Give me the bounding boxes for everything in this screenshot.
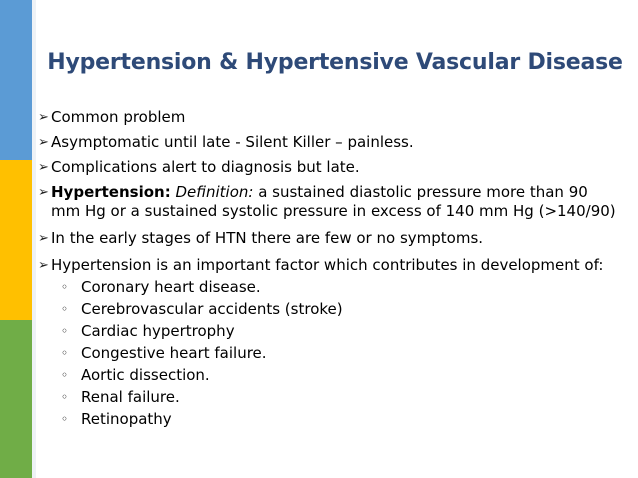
arrow-bullet-icon: ➢ xyxy=(38,231,49,246)
definition-label: Definition: xyxy=(175,183,254,201)
condition-item xyxy=(51,320,620,342)
circle-bullet-icon: ◦ xyxy=(61,302,69,316)
accent-band-yellow xyxy=(0,160,32,320)
circle-bullet-icon: ◦ xyxy=(61,324,69,338)
bullet-list xyxy=(38,108,620,438)
conditions-list xyxy=(51,276,620,430)
arrow-bullet-icon: ➢ xyxy=(38,160,49,175)
arrow-bullet-icon: ➢ xyxy=(38,185,49,200)
bullet-text: In the early stages of HTN there are few or no symptoms. xyxy=(51,229,484,247)
bullet-text: Common problem xyxy=(51,108,186,126)
condition-text: Cerebrovascular accidents (stroke) xyxy=(81,300,343,318)
circle-bullet-icon: ◦ xyxy=(61,346,69,360)
condition-item xyxy=(51,276,620,298)
definition-text: a sustained diastolic pressure more than 90 mm Hg or a sustained systolic pressure in excess of 140 mm Hg (>140/90) xyxy=(51,183,616,220)
bullet-item xyxy=(38,256,620,430)
arrow-bullet-icon: ➢ xyxy=(38,258,49,273)
condition-item xyxy=(51,408,620,430)
circle-bullet-icon: ◦ xyxy=(61,390,69,404)
bullet-text: Complications alert to diagnosis but late. xyxy=(51,158,360,176)
condition-text: Coronary heart disease. xyxy=(81,278,261,296)
arrow-bullet-icon: ➢ xyxy=(38,110,49,125)
bullet-item xyxy=(38,229,620,248)
condition-text: Retinopathy xyxy=(81,410,172,428)
slide-title: Hypertension & Hypertensive Vascular Disease xyxy=(47,50,623,75)
arrow-bullet-icon: ➢ xyxy=(38,135,49,150)
definition-item xyxy=(38,183,620,221)
definition-term: Hypertension: xyxy=(51,183,171,201)
bullet-item xyxy=(38,158,620,177)
bullet-item xyxy=(38,108,620,127)
circle-bullet-icon: ◦ xyxy=(61,280,69,294)
circle-bullet-icon: ◦ xyxy=(61,412,69,426)
condition-text: Congestive heart failure. xyxy=(81,344,267,362)
bullet-item xyxy=(38,133,620,152)
circle-bullet-icon: ◦ xyxy=(61,368,69,382)
condition-item xyxy=(51,342,620,364)
condition-item xyxy=(51,386,620,408)
condition-item xyxy=(51,364,620,386)
condition-text: Cardiac hypertrophy xyxy=(81,322,235,340)
bullet-text: Asymptomatic until late - Silent Killer – painless. xyxy=(51,133,414,151)
condition-text: Aortic dissection. xyxy=(81,366,210,384)
condition-text: Renal failure. xyxy=(81,388,180,406)
accent-band-green xyxy=(0,320,32,478)
condition-item xyxy=(51,298,620,320)
accent-band-blue xyxy=(0,0,32,160)
bullet-text: Hypertension is an important factor which contributes in development of: xyxy=(51,256,604,274)
